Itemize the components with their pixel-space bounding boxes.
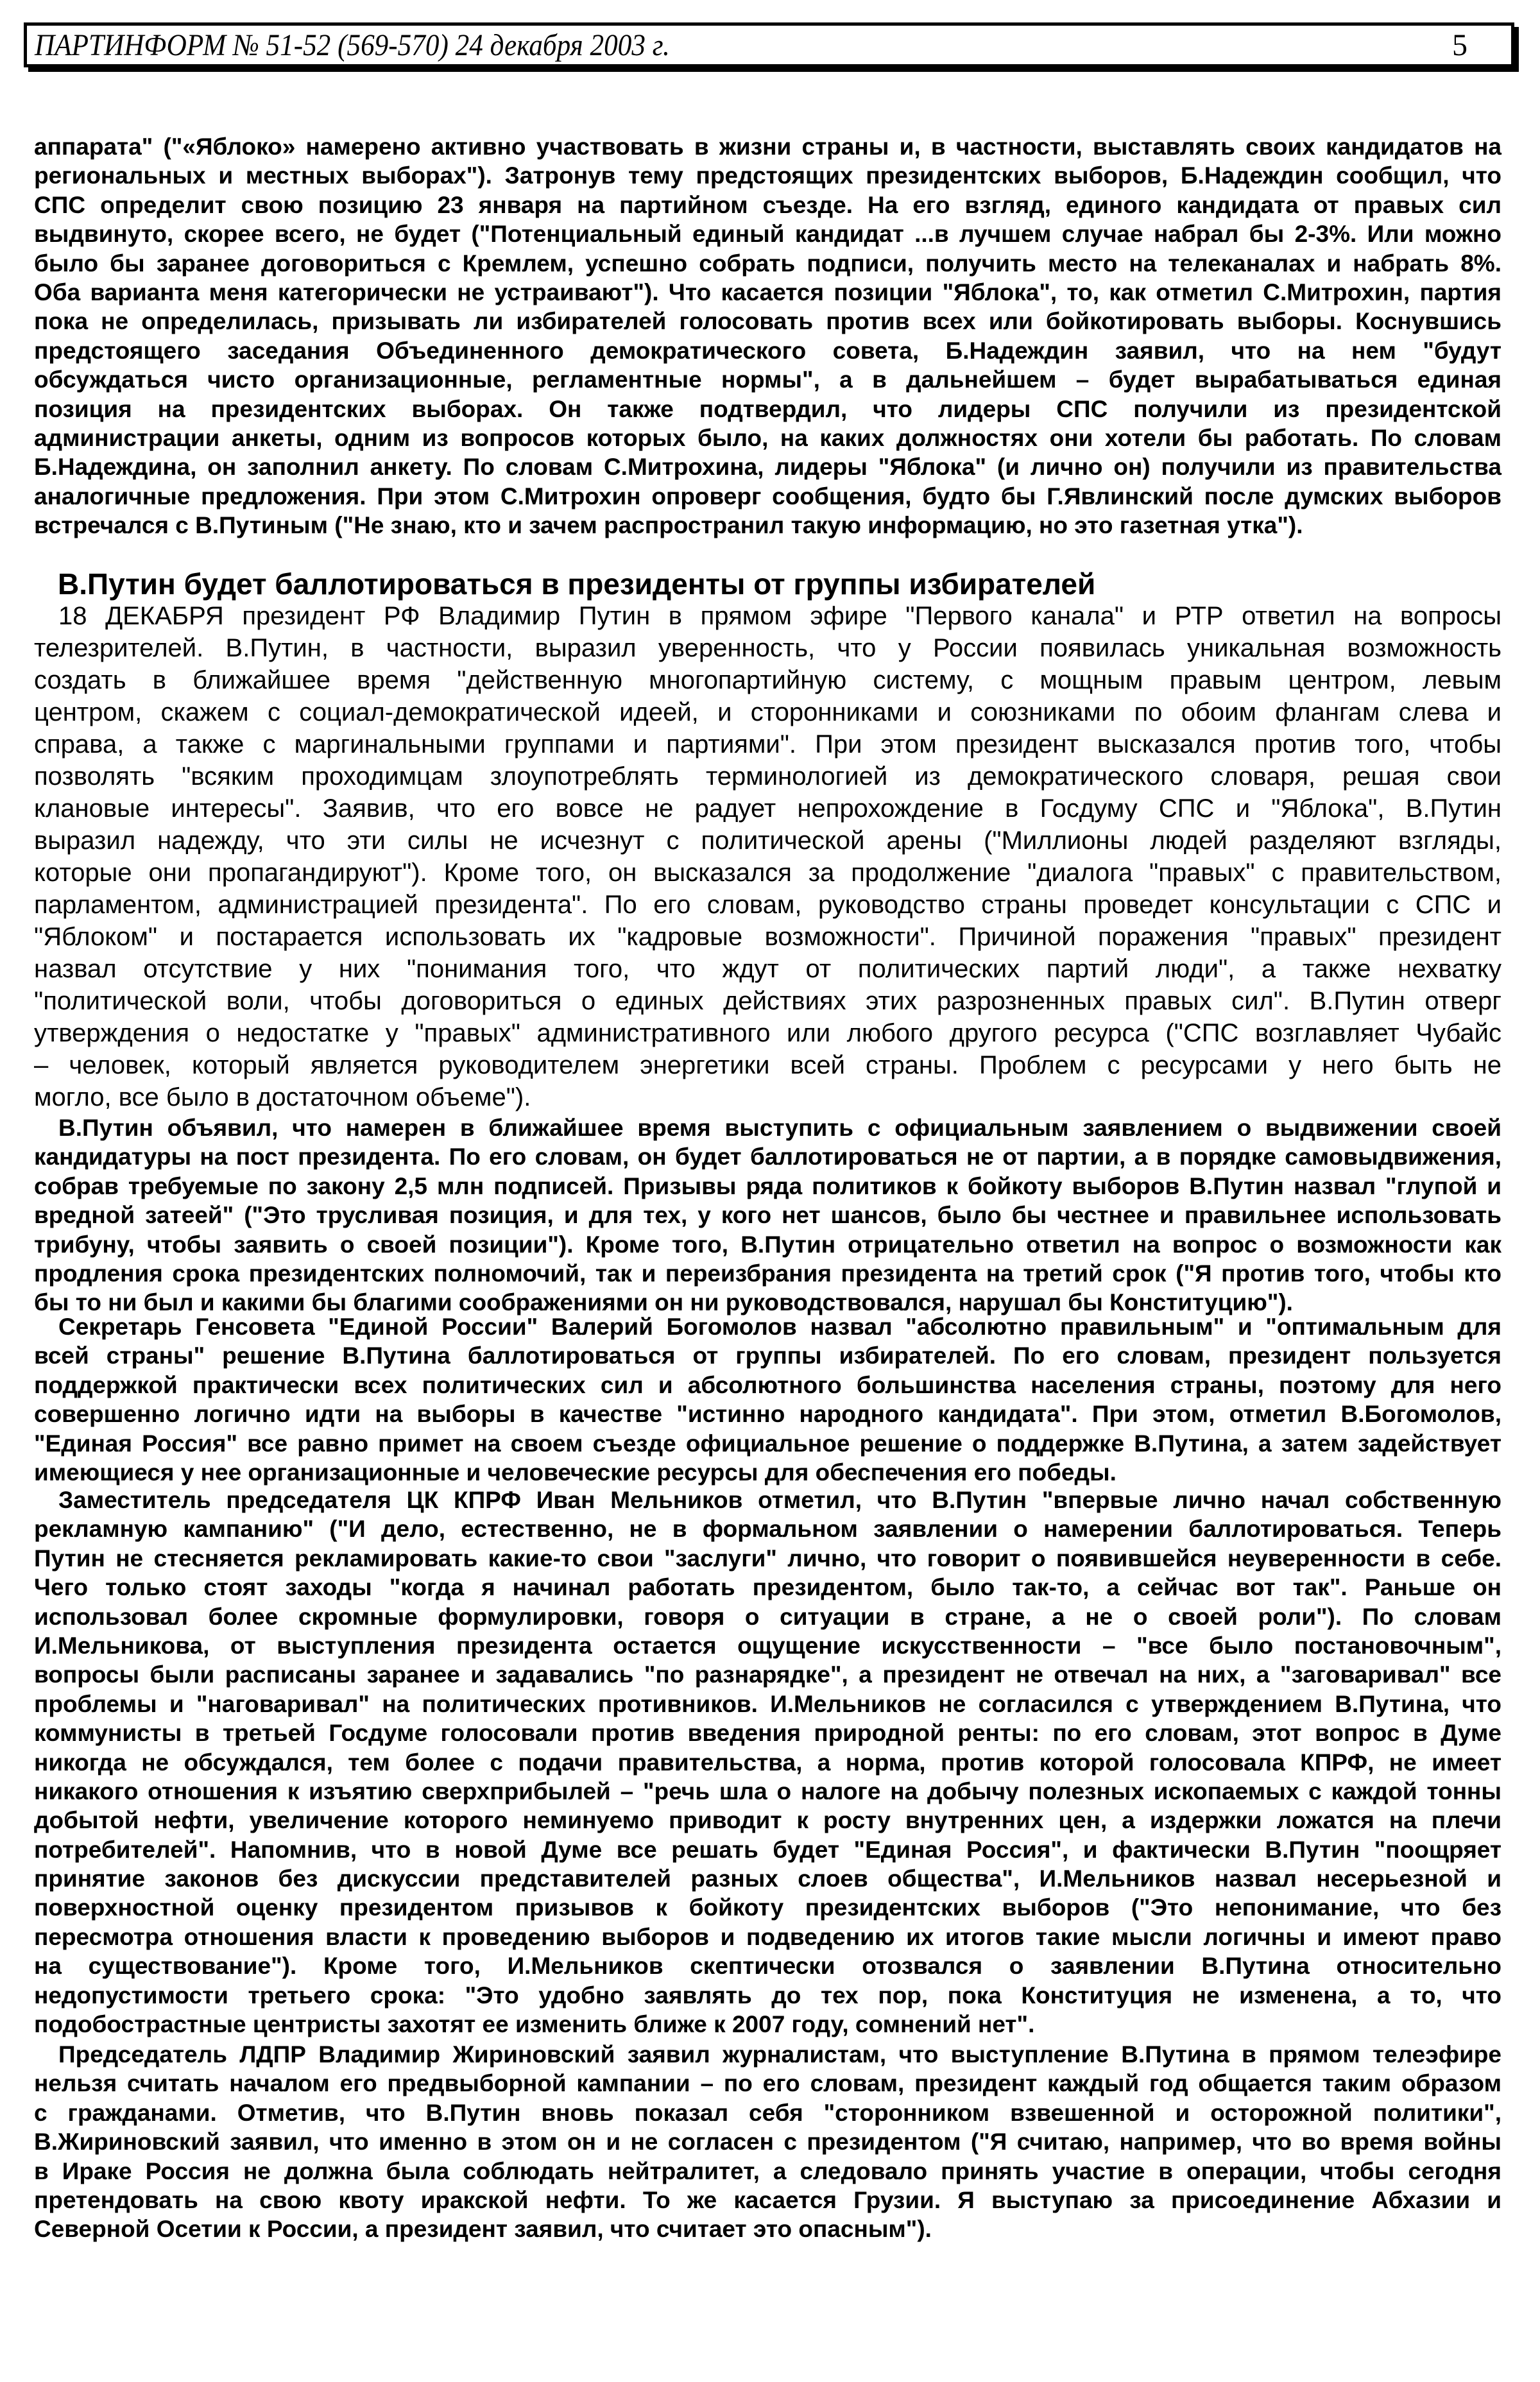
text-line-content: "Яблоком" и постарается использовать их "кадровые возможности". Причиной поражения "правых" президент bbox=[34, 923, 1502, 951]
text-line bbox=[34, 696, 1502, 728]
text-line-content: выдвинуто, скорее всего, не будет ("Потенциальный единый кандидат ...в лучшем случае набрал бы 2-3%. Или можно bbox=[34, 221, 1502, 248]
text-line bbox=[34, 2127, 1502, 2156]
text-line-content: Председатель ЛДПР Владимир Жириновский заявил журналистам, что выступление В.Путина в прямом телеэфире bbox=[58, 2041, 1502, 2068]
text-line bbox=[34, 1341, 1502, 1370]
text-line-content: никакого отношения к изъятию сверхприбылей – "речь шла о налоге на добычу полезных ископаемых с каждой тонны bbox=[34, 1778, 1502, 1804]
text-line bbox=[34, 219, 1502, 248]
text-line bbox=[34, 1923, 1502, 1951]
text-line bbox=[34, 1081, 1502, 1113]
text-line bbox=[34, 953, 1502, 985]
text-line-content: которые они пропагандируют"). Кроме того, он высказался за продолжение "диалога "правых" с правительством, bbox=[34, 859, 1502, 887]
text-line-content: проблемы и "наговаривал" на политических противников. И.Мельников не согласился с утверждением В.Путина, что bbox=[34, 1690, 1502, 1717]
text-line-content: Оба варианта меня категорически не устраивают"). Что касается позиции "Яблока", то, как отметил С.Митрохин, партия bbox=[34, 278, 1502, 305]
text-line-content: парламентом, администрацией президента". По его словам, руководство страны проведет консультации с СПС и bbox=[34, 891, 1502, 919]
text-line-content: Путин не стесняется рекламировать какие-то свои "заслуги" лично, что говорит о появившейся неуверенности в себе. bbox=[34, 1545, 1502, 1572]
text-line-content: собрав требуемые по закону 2,5 млн подписей. Призывы ряда политиков к бойкоту выборов В.Путин назвал "глупой и bbox=[34, 1172, 1502, 1199]
text-line-content: вопросы были расписаны заранее и задавались "по разнарядке", а президент не отвечал на них, а "заговаривал" все bbox=[34, 1661, 1502, 1688]
text-line bbox=[34, 1660, 1502, 1689]
text-line bbox=[34, 1201, 1502, 1230]
text-line-content: поверхностной оценку президентом призывов к бойкоту президентских выборов ("Это непонимание, что без bbox=[34, 1894, 1502, 1921]
text-line bbox=[34, 1400, 1502, 1428]
text-line bbox=[34, 1017, 1502, 1049]
text-line bbox=[34, 1748, 1502, 1777]
text-line bbox=[34, 307, 1502, 336]
text-line bbox=[34, 1718, 1502, 1747]
text-line bbox=[34, 1113, 1502, 1142]
text-line bbox=[34, 2098, 1502, 2127]
text-line bbox=[34, 793, 1502, 825]
text-line bbox=[34, 1458, 1502, 1487]
text-line bbox=[34, 191, 1502, 219]
text-line-content: СПС определит свою позицию 23 января на партийном съезде. На его взгляд, единого кандидата от правых сил bbox=[34, 191, 1502, 218]
text-line bbox=[34, 600, 1502, 632]
text-line bbox=[34, 825, 1502, 857]
text-line-content: телезрителей. В.Путин, в частности, выразил уверенность, что у России появилась уникальная возможность bbox=[34, 634, 1502, 662]
text-line bbox=[34, 1259, 1502, 1288]
text-line bbox=[34, 278, 1502, 307]
article-paragraph bbox=[34, 1486, 1502, 2039]
text-line-content: клановые интересы". Заявив, что его вовсе не радует непрохождение в Госдуму СПС и "Яблока", В.Путин bbox=[34, 794, 1502, 823]
text-line bbox=[34, 2010, 1502, 2039]
text-line bbox=[34, 1602, 1502, 1631]
text-line-content: назвал отсутствие у них "понимания того, что ждут от политических партий люди", а также нехватку bbox=[34, 955, 1502, 983]
text-line bbox=[34, 1981, 1502, 2010]
text-line-content: использовал более скромные формулировки, говоря о ситуации в стране, а не о своей роли"). По словам bbox=[34, 1603, 1502, 1630]
text-line bbox=[34, 452, 1502, 481]
publication-title: ПАРТИНФОРМ № 51-52 (569-570) 24 декабря 2003 г. bbox=[35, 28, 670, 62]
text-line-content: трибуну, чтобы заявить о своей позиции"). Кроме того, В.Путин отрицательно ответил на вопрос о возможности как bbox=[34, 1231, 1502, 1258]
text-line-content: Б.Надеждина, он заполнил анкету. По словам С.Митрохина, лидеры "Яблока" (и лично он) получили из правительства bbox=[34, 454, 1502, 481]
text-line-content: 18 ДЕКАБРЯ президент РФ Владимир Путин в прямом эфире "Первого канала" и РТР ответил на вопросы bbox=[58, 602, 1502, 630]
text-line-content: потребителей". Напомнив, что в новой Думе все решать будет "Единая Россия", и фактически В.Путин "поощряет bbox=[34, 1836, 1502, 1863]
text-line bbox=[34, 1631, 1502, 1660]
text-line bbox=[34, 1230, 1502, 1259]
text-line-content: никогда не обсуждался, тем более с подачи правительства, а норма, против которой голосовала КПРФ, не имеет bbox=[34, 1749, 1502, 1776]
text-line-content: Секретарь Генсовета "Единой России" Валерий Богомолов назвал "абсолютно правильным" и "оптимальным для bbox=[58, 1314, 1502, 1340]
article-heading: В.Путин будет баллотироваться в президенты от группы избирателей bbox=[58, 567, 1096, 601]
text-line bbox=[34, 482, 1502, 511]
text-line-content: утверждения о недостатке у "правых" административного или любого другого ресурса ("СПС возглавляет Чубайс bbox=[34, 1019, 1502, 1047]
text-line-content: создать в ближайшее время "действенную многопартийную систему, с мощным правым центром, левым bbox=[34, 666, 1502, 694]
text-line-content: пока не определилась, призывать ли избирателей голосовать против всех или бойкотировать выборы. Коснувшись bbox=[34, 308, 1502, 335]
text-line-content: аналогичные предложения. При этом С.Митрохин опроверг сообщения, будто бы Г.Явлинский после думских выборов bbox=[34, 483, 1502, 510]
text-line-content: подобострастные центристы захотят ее изменить ближе к 2007 году, сомнений нет". bbox=[34, 2011, 1035, 2038]
text-line-content: В.Жириновский заявил, что именно в этом он и не согласен с президентом ("Я считаю, например, что во время войны bbox=[34, 2129, 1502, 2155]
text-line-content: могло, все было в достаточном объеме"). bbox=[34, 1083, 531, 1111]
text-line-content: коммунисты в третьей Госдуме голосовали против введения природной ренты: по его словам, этот вопрос в Думе bbox=[34, 1720, 1502, 1747]
text-line bbox=[34, 1951, 1502, 1980]
text-line-content: рекламную кампанию" ("И дело, естественно, не в формальном заявлении о намерении баллотироваться. Теперь bbox=[34, 1516, 1502, 1543]
text-line-content: имеющиеся у нее организационные и человеческие ресурсы для обеспечения его победы. bbox=[34, 1459, 1116, 1486]
text-line-content: справа, а также с маргинальными группами и партиями". При этом президент высказался против того, чтобы bbox=[34, 730, 1502, 758]
text-line-content: бы то ни был и какими бы благими соображениями он ни руководствовался, нарушал бы Конституцию"). bbox=[34, 1289, 1293, 1316]
text-line bbox=[34, 2040, 1502, 2069]
text-line-content: кандидатуры на пост президента. По его словам, он будет баллотироваться не от партии, а в порядке самовыдвижения, bbox=[34, 1144, 1502, 1170]
text-line bbox=[34, 161, 1502, 190]
text-line bbox=[34, 424, 1502, 452]
text-line bbox=[34, 1429, 1502, 1458]
text-line bbox=[34, 365, 1502, 394]
text-line-content: пересмотра отношения власти к проведению выборов и подведению их итогов такие мысли логичны и имеют право bbox=[34, 1923, 1502, 1950]
text-line bbox=[34, 395, 1502, 424]
text-line bbox=[34, 1864, 1502, 1893]
text-line-content: обсуждаться чисто организационные, регламентные нормы", а в дальнейшем – будет вырабатываться единая bbox=[34, 366, 1502, 393]
text-line bbox=[34, 1777, 1502, 1806]
text-line bbox=[34, 336, 1502, 365]
text-line bbox=[34, 1371, 1502, 1400]
text-line bbox=[34, 1049, 1502, 1081]
text-line-content: было бы заранее договориться с Кремлем, успешно собрать подписи, получить место на телеканалах и набрать 8%. bbox=[34, 250, 1502, 277]
text-line-content: поддержкой практически всех политических сил и абсолютного большинства населения страны, поэтому для него bbox=[34, 1371, 1502, 1398]
text-line-content: В.Путин объявил, что намерен в ближайшее время выступить с официальным заявлением о выдвижении своей bbox=[58, 1115, 1502, 1141]
text-line-content: центром, скажем с социал-демократической идеей, и сторонниками и союзниками по обоим флангам слева и bbox=[34, 698, 1502, 726]
text-line bbox=[34, 921, 1502, 953]
article-paragraph bbox=[34, 1312, 1502, 1487]
text-line bbox=[34, 2186, 1502, 2215]
text-line-content: "Единая Россия" все равно примет на своем съезде официальное решение о поддержке В.Путина, а затем задействует bbox=[34, 1430, 1502, 1457]
text-line-content: – человек, который является руководителем энергетики всей страны. Проблем с ресурсами у него быть не bbox=[34, 1051, 1502, 1079]
text-line bbox=[34, 1544, 1502, 1573]
text-line-content: претендовать на свою квоту иракской нефти. То же касается Грузии. Я выступаю за присоединение Абхазии и bbox=[34, 2186, 1502, 2213]
text-line-content: позиция на президентских выборах. Он также подтвердил, что лидеры СПС получили из президентской bbox=[34, 395, 1502, 422]
text-line bbox=[34, 2215, 1502, 2243]
text-line bbox=[34, 728, 1502, 760]
text-line-content: Северной Осетии к России, а президент заявил, что считает это опасным"). bbox=[34, 2216, 932, 2243]
text-line-content: добытой нефти, увеличение которого неминуемо приводит к росту внутренних цен, а издержки ложатся на плечи bbox=[34, 1807, 1502, 1834]
text-line bbox=[34, 1690, 1502, 1718]
text-line-content: продления срока президентских полномочий, так и переизбрания президента на третий срок ("Я против того, чтобы кто bbox=[34, 1260, 1502, 1287]
text-line-content: в Ираке Россия не должна была соблюдать нейтралитет, а следовало принять участие в операции, чтобы сегодня bbox=[34, 2157, 1502, 2184]
text-line bbox=[34, 511, 1502, 540]
text-line-content: принятие законов без дискуссии представителей разных слоев общества", И.Мельников назвал несерьезной и bbox=[34, 1865, 1502, 1892]
page-header bbox=[24, 22, 1514, 67]
text-line bbox=[34, 2069, 1502, 2098]
text-line bbox=[34, 889, 1502, 921]
text-line bbox=[34, 1835, 1502, 1864]
text-line bbox=[34, 1573, 1502, 1602]
article-paragraph bbox=[34, 1113, 1502, 1317]
text-line bbox=[34, 2157, 1502, 2186]
text-line bbox=[34, 1514, 1502, 1543]
text-line-content: с гражданами. Отметив, что В.Путин вновь показал себя "сторонником взвешенной и осторожной политики", bbox=[34, 2099, 1502, 2126]
text-line-content: на существование"). Кроме того, И.Мельников скептически отозвался о заявлении В.Путина относительно bbox=[34, 1953, 1502, 1980]
text-line-content: совершенно логично идти на выборы в качестве "истинно народного кандидата". При этом, отметил В.Богомолов, bbox=[34, 1401, 1502, 1428]
text-line bbox=[34, 1142, 1502, 1171]
text-line-content: региональных и местных выборах"). Затронув тему предстоящих президентских выборов, Б.Надеждин сообщил, что bbox=[34, 162, 1502, 189]
text-line bbox=[34, 1312, 1502, 1341]
text-line bbox=[34, 857, 1502, 889]
text-line-content: недопустимости третьего срока: "Это удобно заявлять до тех пор, пока Конституция не изменена, а то, что bbox=[34, 1982, 1502, 2009]
text-line bbox=[34, 1486, 1502, 1514]
text-line-content: вредной затеей" ("Это трусливая позиция, и для тех, у кого нет шансов, было бы честнее и правильнее использовать bbox=[34, 1202, 1502, 1229]
text-line-content: аппарата" ("«Яблоко» намерено активно участвовать в жизни страны и, в частности, выставлять своих кандидатов на bbox=[34, 133, 1502, 160]
text-line bbox=[34, 1172, 1502, 1201]
text-line bbox=[34, 985, 1502, 1017]
text-line-content: Заместитель председателя ЦК КПРФ Иван Мельников отметил, что В.Путин "впервые лично начал собственную bbox=[58, 1487, 1502, 1513]
text-line-content: выразил надежду, что эти силы не исчезнут с политической арены ("Миллионы людей разделяют взгляды, bbox=[34, 827, 1502, 855]
text-line-content: всей страны" решение В.Путина баллотироваться от группы избирателей. По его словам, президент пользуется bbox=[34, 1342, 1502, 1369]
text-line bbox=[34, 664, 1502, 696]
text-line bbox=[34, 1893, 1502, 1922]
text-line-content: "политической воли, чтобы договориться о единых действиях этих разрозненных правых сил". В.Путин отверг bbox=[34, 987, 1502, 1015]
page-number: 5 bbox=[1452, 28, 1467, 62]
text-line-content: И.Мельникова, от выступления президента остается ощущение искусственности – "все было постановочным", bbox=[34, 1632, 1502, 1659]
text-line-content: предстоящего заседания Объединенного демократического совета, Б.Надеждин заявил, что на нем "будут bbox=[34, 337, 1502, 364]
text-line bbox=[34, 760, 1502, 793]
continuation-paragraph bbox=[34, 132, 1502, 540]
text-line bbox=[34, 249, 1502, 278]
text-line-content: позволять "всяким проходимцам злоупотреблять терминологией из демократического словаря, решая свои bbox=[34, 762, 1502, 791]
article-paragraph bbox=[34, 600, 1502, 1113]
text-line-content: администрации анкеты, одним из вопросов которых было, на каких должностях они хотели бы работать. По словам bbox=[34, 424, 1502, 451]
text-line bbox=[34, 132, 1502, 161]
article-paragraph bbox=[34, 2040, 1502, 2244]
text-line-content: Чего только стоят заходы "когда я начинал работать президентом, было так-то, а сейчас вот так". Раньше он bbox=[34, 1574, 1502, 1601]
text-line-content: нельзя считать началом его предвыборной кампании – по его словам, президент каждый год общается таким образом bbox=[34, 2070, 1502, 2097]
text-line bbox=[34, 632, 1502, 664]
text-line bbox=[34, 1806, 1502, 1835]
text-line-content: встречался с В.Путиным ("Не знаю, кто и зачем распространил такую информацию, но это газетная утка"). bbox=[34, 512, 1303, 539]
